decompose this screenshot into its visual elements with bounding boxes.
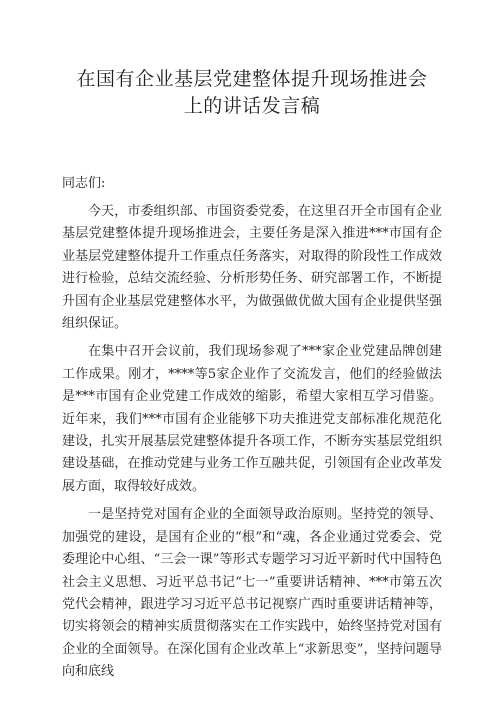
- title-line-1: 在国有企业基层党建整体提升现场推进会: [76, 68, 428, 90]
- document-title: [62, 66, 442, 120]
- paragraph-1: 今天，市委组织部、市国资委党委，在这里召开全市国有企业基层党建整体提升现场推进会，主要任务是深入推进***市国有企业基层党建整体提升工作重点任务落实，对取得的阶段性工作成效进行检验，总结交流经验、分析形势任务、研究部署工作，不断提升国有企业基层党建整体水平，为做强做优做大国有企业提供坚强组织保证。: [62, 204, 442, 332]
- paragraph-3: 一是坚持党对国有企业的全面领导政治原则。坚持党的领导、加强党的建设，是国有企业的“根”和“魂，各企业通过党委会、党委理论中心组、“三会一课”等形式专题学习习近平新时代中国特色社会主义思想、习近平总书记“七一”重要讲话精神、***市第五次党代会精神，跟进学习习近平总书记视察广西时重要讲话精神等，切实将领会的精神实质贯彻落实在工作实践中，始终坚持党对国有企业的全面领导。在深化国有企业改革上“求新思变”，坚持问题导向和底线: [62, 507, 442, 680]
- paragraph-2: 在集中召开会议前，我们现场参观了***家企业党建品牌创建工作成果。刚才，****等5家企业作了交流发言，他们的经验做法是***市国有企业党建工作成效的缩影，希望大家相互学习借鉴。近年来，我们***市国有企业能够下功夫推进党支部标准化规范化建设，扎实开展基层党建整体提升各项工作，不断夯实基层党组织建设基础，在推动党建与业务工作互融共促，引领国有企业改革发展方面，取得较好成效。: [62, 344, 442, 494]
- salutation: 同志们:: [62, 176, 106, 191]
- title-line-2: 上的讲话发言稿: [183, 95, 321, 117]
